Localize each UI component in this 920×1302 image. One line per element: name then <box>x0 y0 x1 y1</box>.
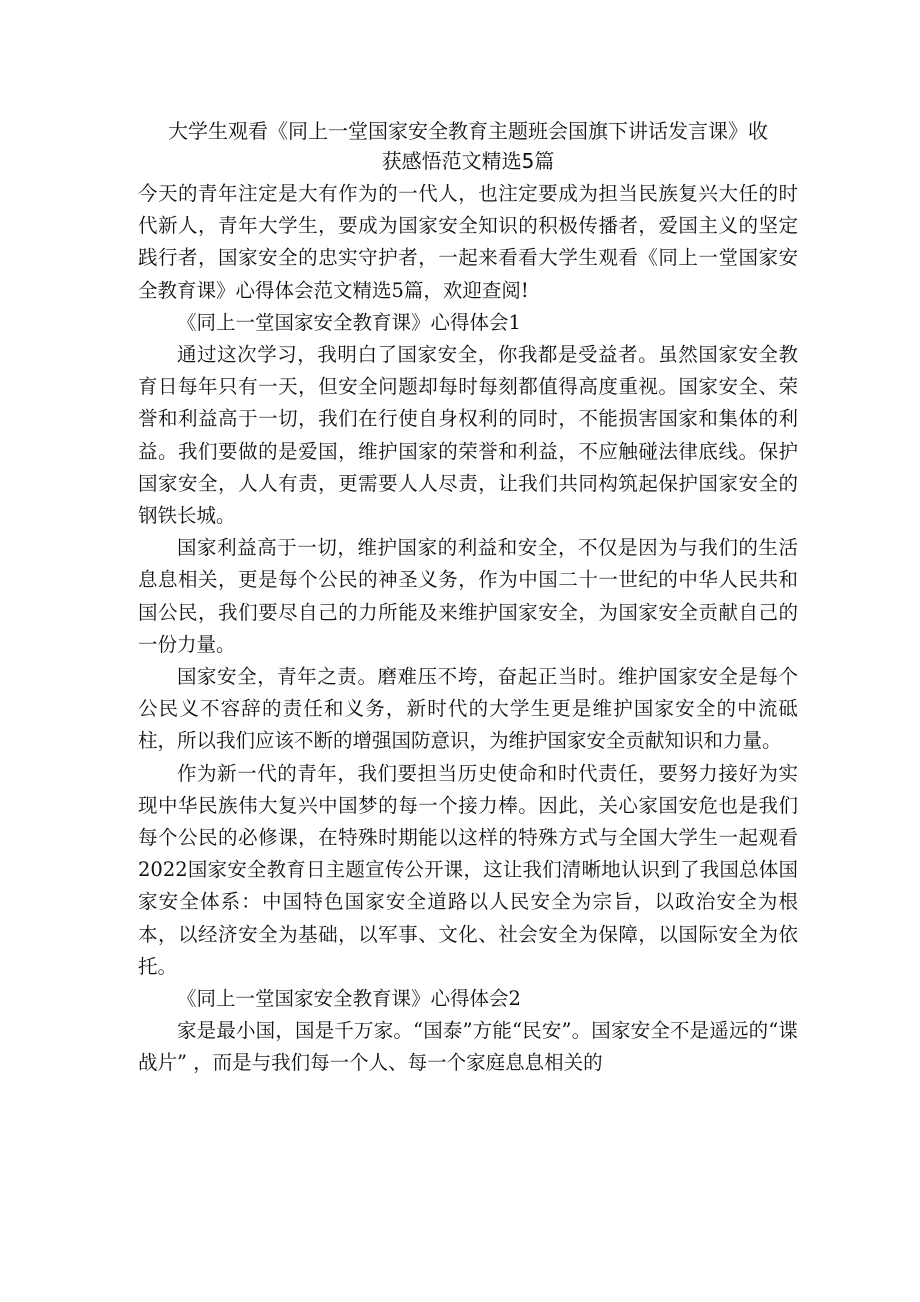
article-text <box>138 178 798 1080</box>
section-1-paragraph-4: 作为新一代的青年，我们要担当历史使命和时代责任，要努力接好为实现中华民族伟大复兴中国梦的每一个接力棒。因此，关心家国安危也是我们每个公民的必修课，在特殊时期能以这样的特殊方式与全国大学生一起观看2022国家安全教育日主题宣传公开课，这让我们清晰地认识到了我国总体国家安全体系：中国特色国家安全道路以人民安全为宗旨，以政治安全为根本，以经济安全为基础，以军事、文化、社会安全为保障，以国际安全为依托。 <box>138 761 798 978</box>
section-1-paragraph-3: 国家安全，青年之责。磨难压不垮，奋起正当时。维护国家安全是每个公民义不容辞的责任和义务，新时代的大学生更是维护国家安全的中流砥柱，所以我们应该不断的增强国防意识，为维护国家安全贡献知识和力量。 <box>138 665 798 753</box>
section-1-paragraph-2: 国家利益高于一切，维护国家的利益和安全，不仅是因为与我们的生活息息相关，更是每个公民的神圣义务，作为中国二十一世纪的中华人民共和国公民，我们要尽自己的力所能及来维护国家安全，为国家安全贡献自己的一份力量。 <box>138 536 798 656</box>
document-title-line-2: 获感悟范文精选5篇 <box>381 149 555 173</box>
section-1-paragraph-1: 通过这次学习，我明白了国家安全，你我都是受益者。虽然国家安全教育日每年只有一天，但安全问题却每时每刻都值得高度重视。国家安全、荣誉和利益高于一切，我们在行使自身权利的同时，不能损害国家和集体的利益。我们要做的是爱国，维护国家的荣誉和利益，不应触碰法律底线。保护国家安全，人人有责，更需要人人尽责，让我们共同构筑起保护国家安全的钢铁长城。 <box>138 343 798 528</box>
section-2-paragraph-1: 家是最小国，国是千万家。“国泰”方能“民安”。国家安全不是遥远的“谍战片” ，而是与我们每一个人、每一个家庭息息相关的 <box>138 1019 798 1075</box>
intro-paragraph: 今天的青年注定是大有作为的一代人，也注定要成为担当民族复兴大任的时代新人，青年大学生，要成为国家安全知识的积极传播者，爱国主义的坚定践行者，国家安全的忠实守护者，一起来看看大学生观看《同上一堂国家安全教育课》心得体会范文精选5篇，欢迎查阅! <box>138 182 798 302</box>
section-1-heading: 《同上一堂国家安全教育课》心得体会1 <box>177 310 521 334</box>
section-2-heading: 《同上一堂国家安全教育课》心得体会2 <box>177 987 521 1011</box>
document-title <box>120 116 816 176</box>
document-title-line-1: 大学生观看《同上一堂国家安全教育主题班会国旗下讲话发言课》收 <box>168 119 768 143</box>
document-body <box>138 116 798 1080</box>
